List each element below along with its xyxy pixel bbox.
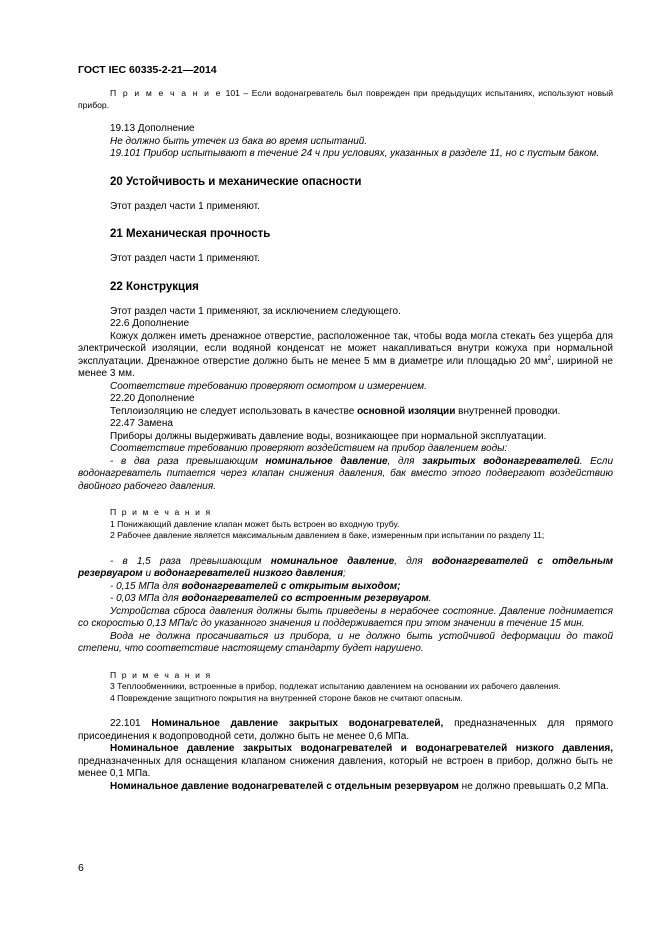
water-leak-text: Вода не должна просачиваться из прибора, и не должно быть устойчивой деформации до такой степени, что соответствие настоящему стандарту будет нарушено. xyxy=(78,630,613,654)
document-body xyxy=(78,88,613,793)
bullet-1-5-pressure: - в 1,5 раза превышающим номинальное давление, для водонагревателей с отдельным резервуаром и водонагревателей низкого давления; xyxy=(78,555,614,579)
document-header: ГОСТ IEC 60335-2-21—2014 xyxy=(78,64,217,76)
clause-22-47-heading: 22.47 Замена xyxy=(110,418,173,429)
section-21-text: Этот раздел части 1 применяют. xyxy=(110,253,260,264)
notes-label-2: П р и м е ч а н и я xyxy=(110,669,212,680)
section-20-title: 20 Устойчивость и механические опасности xyxy=(110,175,362,188)
section-20-text: Этот раздел части 1 применяют. xyxy=(110,200,260,212)
section-21-title: 21 Механическая прочность xyxy=(110,228,271,240)
clause-22-20-text: Теплоизоляцию не следует использовать в качестве основной изоляции внутренней проводки. xyxy=(110,405,561,417)
clause-22-6-compliance: Соответствие требованию проверяют осмотром и измерением. xyxy=(110,380,427,392)
clause-22-6-heading: 22.6 Дополнение xyxy=(110,318,190,329)
note-4: 4 Повреждение защитного покрытия на внутренней стороне баков не считают опасным. xyxy=(110,692,463,703)
note-101: П р и м е ч а н и е 101 – Если водонагреватель был поврежден при предыдущих испытаниях, используют новый прибор. xyxy=(78,88,613,110)
note-3: 3 Теплообменники, встроенные в прибор, подлежат испытанию давлением на основании их рабочего давления. xyxy=(110,681,561,691)
clause-22-47-text: Приборы должны выдерживать давление воды, возникающее при нормальной эксплуатации. xyxy=(110,430,547,442)
bullet-double-pressure: - в два раза превышающим номинальное давление, для закрытых водонагревателей. Если водонагреватель питается через клапан снижения давления, бак вместо этого подвергают воздействию двойного рабочего давления. xyxy=(78,455,614,492)
section-22-intro: Этот раздел части 1 применяют, за исключением следующего. xyxy=(110,305,401,317)
bullet-0-15: - 0,15 МПа для водонагревателей с открытым выходом; xyxy=(110,580,401,592)
bullet-0-03: - 0,03 МПа для водонагревателей со встроенным резервуаром. xyxy=(110,593,432,604)
clause-22-47-compliance: Соответствие требованию проверяют воздействием на прибор давлением воды: xyxy=(110,443,508,454)
clause-19-101: 19.101 Прибор испытывают в течение 24 ч при условиях, указанных в разделе 11, но с пустым баком. xyxy=(110,148,600,159)
clause-19-13-text: Не должно быть утечек из бака во время испытаний. xyxy=(110,135,368,147)
relief-devices-text: Устройства сброса давления должны быть приведены в нерабочее состояние. Давление поднимается со скоростью 0,13 МПа/с до указанного значения и поддерживается при этом значении в течение 15 мин. xyxy=(78,605,613,629)
section-22-title: 22 Конструкция xyxy=(110,280,199,293)
clause-19-13-heading: 19.13 Дополнение xyxy=(110,123,195,134)
notes-label-1: П р и м е ч а н и я xyxy=(110,507,212,517)
page-number: 6 xyxy=(78,862,84,874)
note-1: 1 Понижающий давление клапан может быть встроен во входную трубу. xyxy=(110,518,400,529)
clause-22-6-text: Кожух должен иметь дренажное отверстие, расположенное так, чтобы вода могла стекать без ущерба для электрической изоляции, если водяной конденсат не может накапливаться внутри кожуха при нормальной эксплуатации. Дренажное отверстие должно быть не менее 5 мм в диаметре или площадью 20 $мм^2$, шириной не менее 3 мм. xyxy=(78,330,613,379)
clause-22-101-p2: Номинальное давление закрытых водонагревателей и водонагревателей низкого давления, предназначенных для оснащения клапаном снижения давления, который не встроен в прибор, должно быть не менее 0,1 МПа. xyxy=(78,743,613,779)
note-2: 2 Рабочее давление является максимальным давлением в баке, измеренным при испытании по разделу 11; xyxy=(110,530,545,540)
clause-22-101-p3: Номинальное давление водонагревателей с отдельным резервуаром не должно превышать 0,2 МПа. xyxy=(110,780,609,792)
clause-22-20-heading: 22.20 Дополнение xyxy=(110,393,195,404)
clause-22-101-p1: 22.101 Номинальное давление закрытых водонагревателей, предназначенных для прямого присоединения к водопроводной сети, должно быть не менее 0,6 МПа. xyxy=(78,718,613,742)
